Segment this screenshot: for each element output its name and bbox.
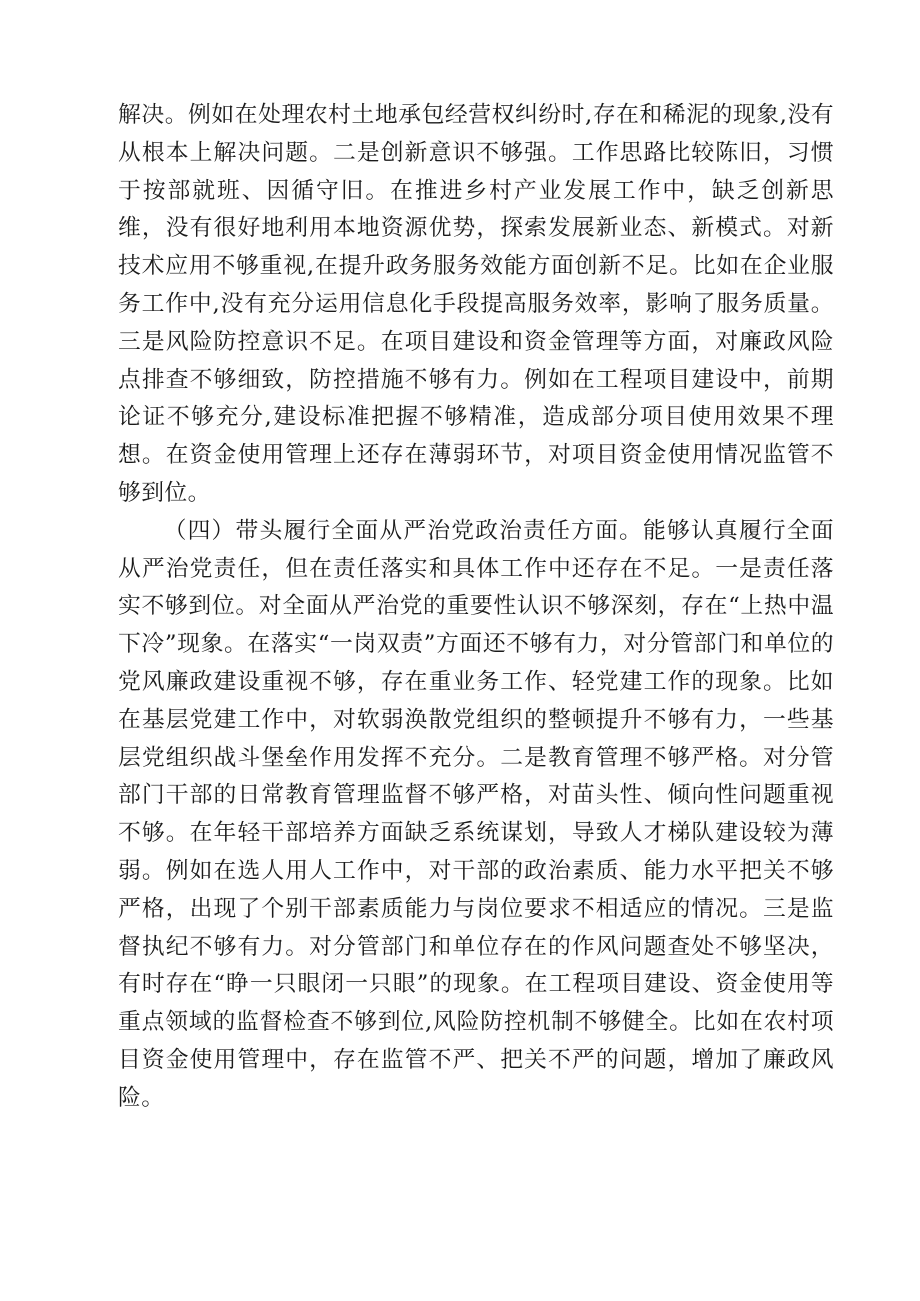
paragraph-section-four: （四）带头履行全面从严治党政治责任方面。能够认真履行全面从严治党责任，但在责任落实和具体工作中还存在不足。一是责任落实不够到位。对全面从严治党的重要性认识不够深刻，存在“上热中温下冷”现象。在落实“一岗双责”方面还不够有力，对分管部门和单位的党风廉政建设重视不够，存在重业务工作、轻党建工作的现象。比如在基层党建工作中，对软弱涣散党组织的整顿提升不够有力，一些基层党组织战斗堡垒作用发挥不充分。二是教育管理不够严格。对分管部门干部的日常教育管理监督不够严格，对苗头性、倾向性问题重视不够。在年轻干部培养方面缺乏系统谋划，导致人才梯队建设较为薄弱。例如在选人用人工作中，对干部的政治素质、能力水平把关不够严格，出现了个别干部素质能力与岗位要求不相适应的情况。三是监督执纪不够有力。对分管部门和单位存在的作风问题查处不够坚决，有时存在“睁一只眼闭一只眼”的现象。在工程项目建设、资金使用等重点领域的监督检查不够到位,风险防控机制不够健全。比如在农村项目资金使用管理中，存在监管不严、把关不严的问题，增加了廉政风险。 xyxy=(118,517,834,1111)
document-body xyxy=(118,97,834,1118)
paragraph-continuation: 解决。例如在处理农村土地承包经营权纠纷时,存在和稀泥的现象,没有从根本上解决问题。二是创新意识不够强。工作思路比较陈旧，习惯于按部就班、因循守旧。在推进乡村产业发展工作中，缺乏创新思维，没有很好地利用本地资源优势，探索发展新业态、新模式。对新技术应用不够重视,在提升政务服务效能方面创新不足。比如在企业服务工作中,没有充分运用信息化手段提高服务效率，影响了服务质量。三是风险防控意识不足。在项目建设和资金管理等方面，对廉政风险点排查不够细致，防控措施不够有力。例如在工程项目建设中，前期论证不够充分,建设标准把握不够精准，造成部分项目使用效果不理想。在资金使用管理上还存在薄弱环节，对项目资金使用情况监管不够到位。 xyxy=(118,102,834,506)
